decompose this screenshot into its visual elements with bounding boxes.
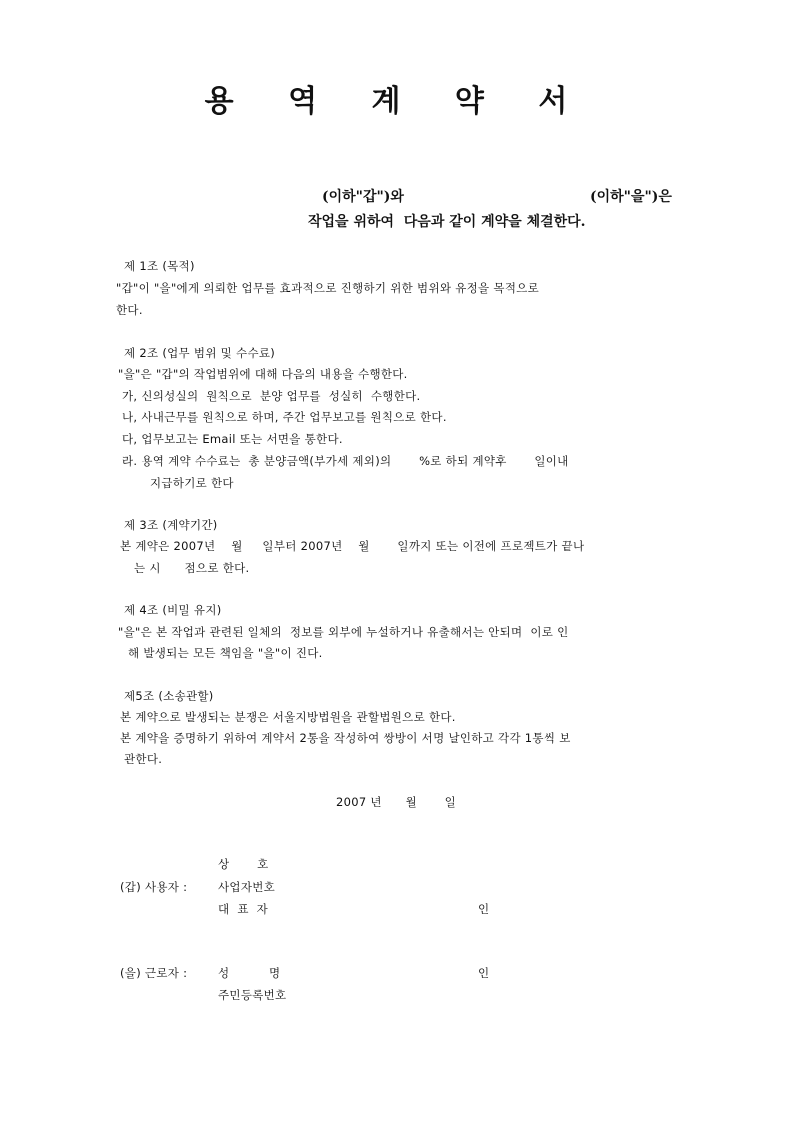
party-a-company-label: 상 호 bbox=[218, 857, 269, 871]
party-b-label: (을) 근로자 : bbox=[120, 966, 188, 980]
article-2-item-ra-cont: 지급하기로 한다 bbox=[150, 476, 234, 490]
article-3-line-1: 본 계약은 2007년 월 일부터 2007년 월 일까지 또는 이전에 프로젝트가 끝나 bbox=[120, 539, 585, 553]
article-4-heading: 제 4조 (비밀 유지) bbox=[124, 603, 222, 617]
party-b-seal-mark: 인 bbox=[478, 966, 490, 980]
document-title: 용 역 계 약 서 bbox=[204, 84, 590, 119]
article-5-line-2: 본 계약을 증명하기 위하여 계약서 2통을 작성하여 쌍방이 서명 날인하고 각각 1통씩 보 bbox=[120, 731, 571, 745]
article-2-item-na: 나, 사내근무를 원칙으로 하며, 주간 업무보고를 원칙으로 한다. bbox=[122, 410, 447, 424]
article-5-line-3: 관한다. bbox=[124, 752, 163, 766]
article-4-line-2: 해 발생되는 모든 책임을 "을"이 진다. bbox=[128, 646, 323, 660]
intro-party-b: (이하"을")은 bbox=[590, 189, 672, 205]
contract-date: 2007 년 월 일 bbox=[336, 795, 457, 809]
article-3-line-2: 는 시 점으로 한다. bbox=[134, 561, 250, 575]
article-2-item-ra: 라. 용역 계약 수수료는 총 분양금액(부가세 제외)의 %로 하되 계약후 일이내 bbox=[122, 454, 569, 468]
article-2-heading: 제 2조 (업무 범위 및 수수료) bbox=[124, 346, 276, 360]
article-1-line-1: "갑"이 "을"에게 의뢰한 업무를 효과적으로 진행하기 위한 범위와 유정을 목적으로 bbox=[116, 281, 540, 295]
article-3-heading: 제 3조 (계약기간) bbox=[124, 518, 218, 532]
party-a-representative-label: 대 표 자 bbox=[218, 902, 269, 916]
intro-line-2: 작업을 위하여 다음과 같이 계약을 체결한다. bbox=[308, 214, 586, 230]
article-5-line-1: 본 계약으로 발생되는 분쟁은 서울지방법원을 관할법원으로 한다. bbox=[120, 710, 456, 724]
article-1-line-2: 한다. bbox=[116, 303, 143, 317]
party-b-resident-number-label: 주민등록번호 bbox=[218, 988, 287, 1002]
party-a-label: (갑) 사용자 : bbox=[120, 880, 188, 894]
article-2-line-1: "을"은 "갑"의 작업범위에 대해 다음의 내용을 수행한다. bbox=[118, 367, 408, 381]
article-5-heading: 제5조 (소송관할) bbox=[124, 689, 214, 703]
article-2-item-ga: 가, 신의성실의 원칙으로 분양 업무를 성실히 수행한다. bbox=[122, 389, 421, 403]
article-2-item-da: 다, 업무보고는 Email 또는 서면을 통한다. bbox=[122, 432, 343, 446]
party-a-business-number-label: 사업자번호 bbox=[218, 880, 276, 894]
article-1-heading: 제 1조 (목적) bbox=[124, 259, 195, 273]
intro-party-a: (이하"갑")와 bbox=[322, 189, 404, 205]
article-4-line-1: "을"은 본 작업과 관련된 일체의 정보를 외부에 누설하거나 유출해서는 안되며 이로 인 bbox=[118, 625, 569, 639]
party-a-seal-mark: 인 bbox=[478, 902, 490, 916]
party-b-name-label: 성 명 bbox=[218, 966, 281, 980]
